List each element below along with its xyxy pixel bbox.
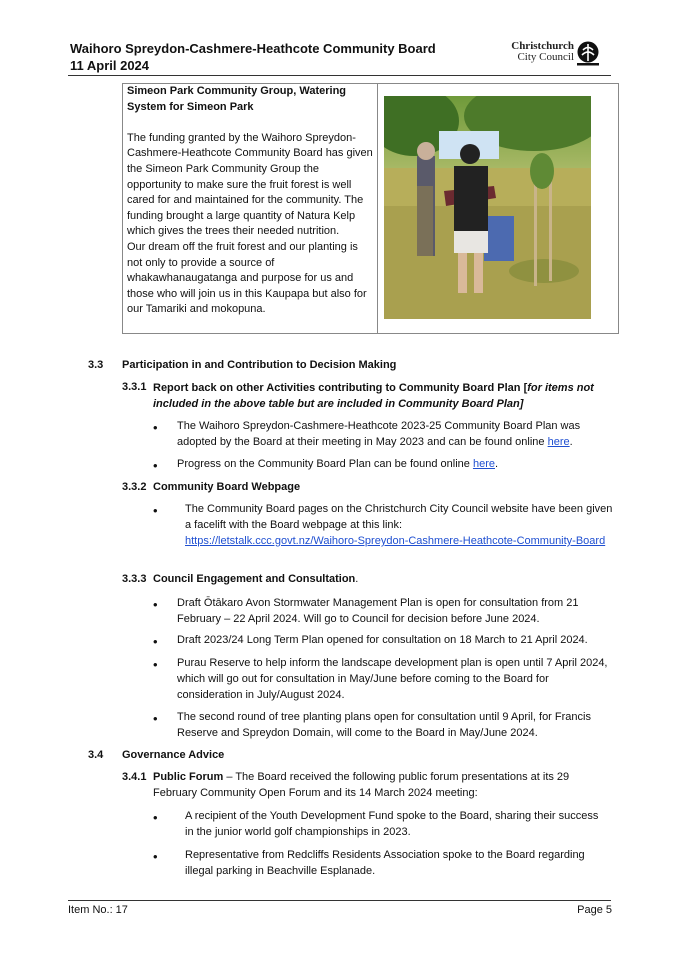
section-3-3-1-title: Report back on other Activities contributing to Community Board Plan [for items not included in the above table but are included in Community Board Plan] — [153, 382, 594, 410]
bullet-icon: • — [153, 420, 158, 435]
section-3-4-number: 3.4 — [88, 749, 104, 761]
public-forum-item: Representative from Redcliffs Residents Association spoke to the Board regarding illegal parking in Beachville Esplanade. — [185, 849, 585, 877]
bullet-icon: • — [153, 458, 158, 473]
simeon-park-para1: The funding granted by the Waihoro Spreydon-Cashmere-Heathcote Community Board has given the Simeon Park Community Group the opportunity to make sure the fruit forest is well cared for and maintained for the community. The funding brought a large quantity of Natura Kelp which gives the trees their needed nutrition. — [127, 131, 373, 238]
document-header-title — [70, 40, 470, 74]
council-emblem-icon — [576, 41, 600, 67]
logo-line2: City Council — [517, 51, 574, 63]
consultation-item: The second round of tree planting plans open for consultation until 9 April, for Francis Reserve and Spreydon Domain, will come to the Board in May/June 2024. — [177, 711, 591, 739]
board-plan-progress-item: Progress on the Community Board Plan can be found online here. — [177, 458, 499, 470]
table-column-divider — [377, 83, 378, 334]
bullet-icon: • — [153, 657, 158, 672]
bullet-icon: • — [153, 503, 158, 518]
board-plan-adopted-item: The Waihoro Spreydon-Cashmere-Heathcote 2023-25 Community Board Plan was adopted by the Board at their meeting in May 2023 and can be found online here. — [177, 420, 581, 448]
footer-page-number: Page 5 — [577, 904, 612, 916]
consultation-item: Purau Reserve to help inform the landscape development plan is open until 7 April 2024, which will go out for consultation in May/June before coming to the Board for consideration in July/August 2024. — [177, 657, 608, 701]
section-3-3-2-title: Community Board Webpage — [153, 481, 301, 493]
section-3-3-1-number: 3.3.1 — [122, 381, 147, 393]
board-webpage-link[interactable]: https://letstalk.ccc.govt.nz/Waihoro-Spreydon-Cashmere-Heathcote-Community-Board — [185, 535, 606, 547]
footer-item-number: Item No.: 17 — [68, 904, 128, 916]
simeon-park-photo — [384, 96, 591, 319]
bullet-icon: • — [153, 634, 158, 649]
header-date: 11 April 2024 — [70, 58, 150, 73]
simeon-park-description — [127, 84, 373, 318]
section-3-3-2-number: 3.3.2 — [122, 481, 147, 493]
public-forum-item: A recipient of the Youth Development Fund spoke to the Board, sharing their success in the junior world golf championships in 2023. — [185, 810, 599, 838]
consultation-item: Draft 2023/24 Long Term Plan opened for consultation on 18 March to 21 April 2024. — [177, 634, 588, 646]
header-board-name: Waihoro Spreydon-Cashmere-Heathcote Community Board — [70, 41, 436, 56]
simeon-park-title: Simeon Park Community Group, Watering System for Simeon Park — [127, 85, 347, 113]
logo-line1: Christchurch — [511, 40, 574, 52]
section-3-3-3-title: Council Engagement and Consultation. — [153, 573, 359, 585]
header-divider — [68, 75, 611, 76]
footer-divider — [68, 900, 611, 901]
section-3-4-title: Governance Advice — [122, 749, 225, 761]
section-3-3-number: 3.3 — [88, 359, 104, 371]
bullet-icon: • — [153, 849, 158, 864]
bullet-icon: • — [153, 711, 158, 726]
section-3-3-3-number: 3.3.3 — [122, 573, 147, 585]
board-plan-progress-link[interactable]: here — [472, 458, 495, 470]
bullet-icon: • — [153, 810, 158, 825]
council-logo — [496, 41, 602, 69]
public-forum-intro: Public Forum – The Board received the following public forum presentations at its 29 February Community Open Forum and its 14 March 2024 meeting: — [153, 771, 570, 799]
board-webpage-item: The Community Board pages on the Christchurch City Council website have been given a facelift with the Board webpage at this link: https://letstalk.ccc.govt.nz/Waihoro-Spreydon-Cashmere-Heathcote-Community-Board — [185, 503, 613, 547]
section-3-4-1-number: 3.4.1 — [122, 771, 147, 783]
simeon-park-para2: Our dream off the fruit forest and our planting is not only to provide a source of whakawhanaugatanga and purpose for us and those who will join us in this Kaupapa but also for our Tamariki and mokopuna. — [127, 240, 367, 316]
section-3-3-title: Participation in and Contribution to Decision Making — [122, 359, 397, 371]
bullet-icon: • — [153, 597, 158, 612]
consultation-item: Draft Ōtākaro Avon Stormwater Management Plan is open for consultation from 21 February – 22 April 2024. Will go to Council for decision before June 2024. — [177, 597, 579, 625]
board-plan-link[interactable]: here — [547, 436, 570, 448]
